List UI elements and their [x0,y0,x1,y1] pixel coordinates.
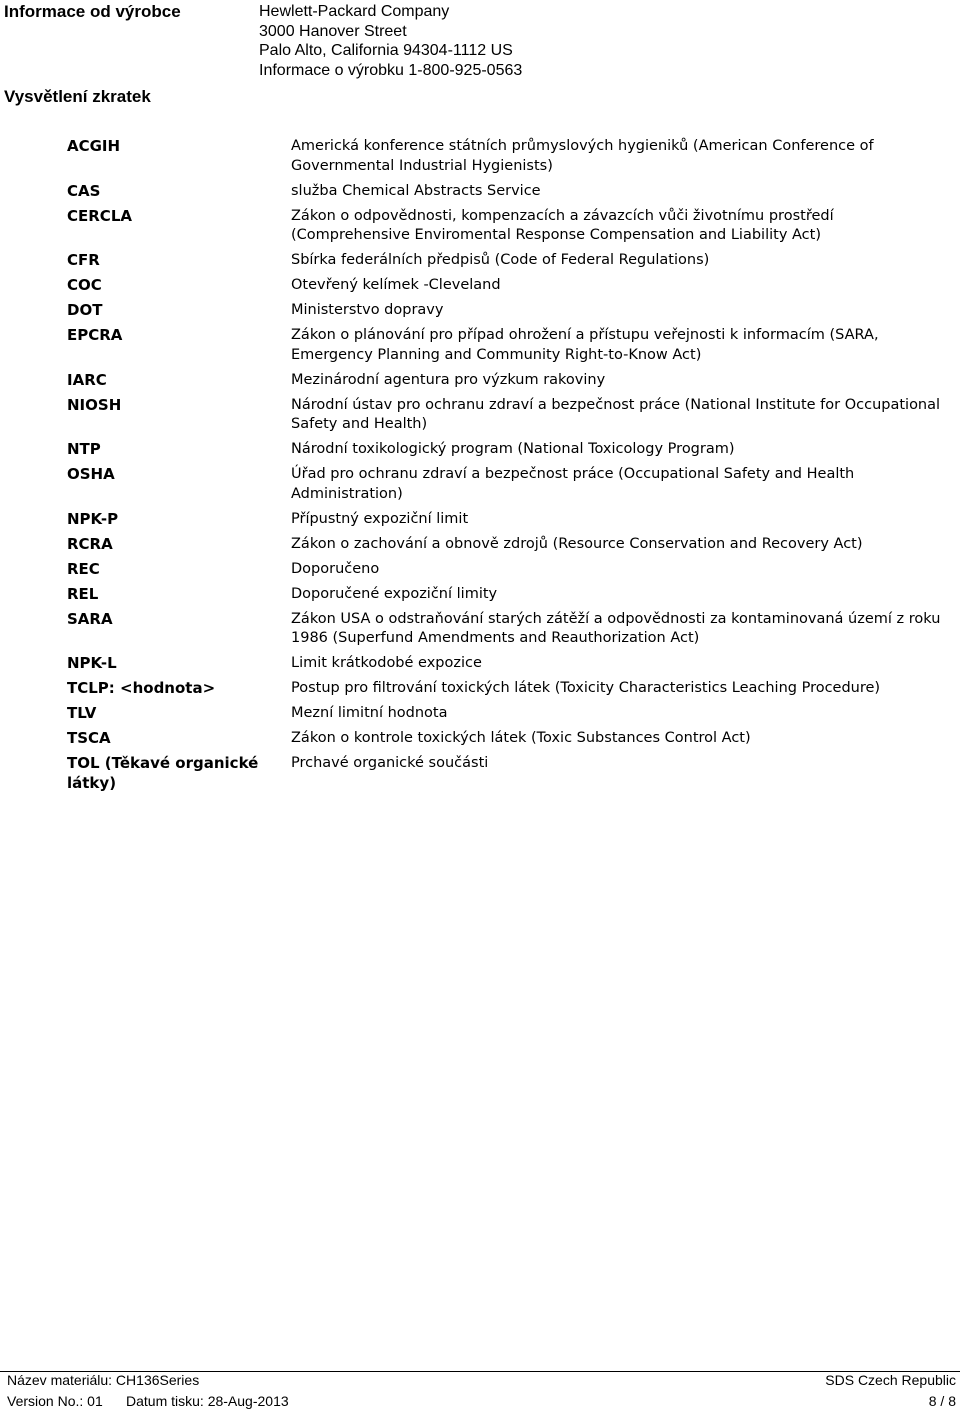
abbreviation-code: DOT [67,301,103,319]
abbreviation-row [67,585,947,605]
abbreviation-description: Doporučeno [291,560,380,577]
abbreviation-code: ACGIH [67,137,121,155]
abbreviation-description: Postup pro filtrování toxických látek (Toxicity Characteristics Leaching Procedure) [291,680,881,696]
abbreviation-row [67,207,947,246]
abbreviation-description: Přípustný expoziční limit [291,510,469,527]
manufacturer-city: Palo Alto, California 94304-1112 US [259,42,513,59]
abbreviation-row [67,729,947,749]
footer-version: Version No.: 01 [7,1393,103,1409]
abbreviation-code: OSHA [67,465,115,483]
abbreviation-code: TSCA [67,729,111,747]
manufacturer-heading: Informace od výrobce [4,2,181,21]
abbreviation-row [67,535,947,555]
abbreviation-description: Mezní limitní hodnota [291,705,448,721]
footer-page-number: 8 / 8 [928,1393,956,1409]
abbreviation-row [67,301,947,321]
abbreviation-row [67,465,947,504]
abbreviation-code: SARA [67,609,113,628]
manufacturer-phone: Informace o výrobku 1-800-925-0563 [259,61,523,79]
abbreviation-description: Zákon o zachování a obnově zdrojů (Resource Conservation and Recovery Act) [291,535,863,552]
abbreviation-row [67,560,947,580]
abbreviation-description: Zákon o odpovědnosti, kompenzacích a závazcích vůči životnímu prostředí (Comprehensive Enviromental Response Compensation and Liability Act) [291,207,834,243]
abbreviation-code: NPK-L [67,654,117,672]
abbreviation-description: Ministerstvo dopravy [291,302,444,318]
abbreviation-code: CERCLA [67,206,132,225]
abbreviation-description: Zákon o kontrole toxických látek (Toxic Substances Control Act) [291,730,751,746]
abbreviation-code: NTP [67,440,101,458]
abbreviation-row [67,276,947,296]
abbreviation-row [67,371,947,391]
abbreviation-row [67,510,947,530]
abbreviation-row [67,654,947,674]
abbreviation-description: Americká konference státních průmyslových hygieniků (American Conference of Governmental Industrial Hygienists) [291,138,874,174]
abbreviation-row [67,679,947,699]
abbreviation-description: Sbírka federálních předpisů (Code of Federal Regulations) [291,252,710,268]
footer-sds-region: SDS Czech Republic [825,1372,956,1388]
abbreviation-code: NPK-P [67,509,119,528]
abbreviation-row [67,326,947,365]
abbreviation-description: Zákon USA o odstraňování starých zátěží a odpovědnosti za kontaminovaná území z roku 1986 (Superfund Amendments and Reauthorization Act) [291,610,941,646]
abbreviation-code: TOL (Těkavé organické látky) [67,754,259,792]
abbreviation-description: Úřad pro ochranu zdraví a bezpečnost práce (Occupational Safety and Health Administration) [291,466,855,502]
abbreviation-description: Limit krátkodobé expozice [291,655,482,671]
abbreviation-code: EPCRA [67,326,123,344]
abbreviation-description: Zákon o plánování pro případ ohrožení a přístupu veřejnosti k informacím (SARA, Emergency Planning and Community Right-to-Know Act) [291,327,879,363]
abbreviation-row [67,251,947,271]
manufacturer-address [259,2,522,80]
abbreviation-code: TCLP: <hodnota> [67,679,216,697]
abbreviation-description: Prchavé organické součásti [291,755,489,771]
abbreviation-code: REC [67,559,100,578]
abbreviation-code: COC [67,276,102,294]
abbreviations-heading: Vysvětlení zkratek [4,87,151,106]
abbreviation-row [67,754,947,793]
abbreviation-code: CAS [67,181,101,200]
footer-material-name: Název materiálu: CH136Series [7,1372,200,1388]
manufacturer-street: 3000 Hanover Street [259,22,407,40]
abbreviation-description: Národní toxikologický program (National Toxicology Program) [291,441,735,457]
abbreviation-row [67,610,947,649]
abbreviation-row [67,137,947,176]
abbreviation-code: TLV [67,704,97,722]
abbreviation-code: NIOSH [67,395,122,414]
abbreviation-code: REL [67,584,99,603]
abbreviation-description: Národní ústav pro ochranu zdraví a bezpečnost práce (National Institute for Occupational Safety and Health) [291,396,941,432]
abbreviations-table [67,137,947,799]
abbreviation-code: IARC [67,370,107,389]
abbreviation-code: CFR [67,251,100,269]
abbreviation-row [67,182,947,202]
abbreviation-description: Otevřený kelímek -Cleveland [291,277,501,293]
footer-print-date: Datum tisku: 28-Aug-2013 [126,1393,289,1409]
abbreviation-description: Doporučené expoziční limity [291,585,498,602]
abbreviation-row [67,440,947,460]
abbreviation-row [67,396,947,435]
abbreviation-code: RCRA [67,534,113,553]
manufacturer-company: Hewlett-Packard Company [259,3,450,20]
abbreviation-row [67,704,947,724]
abbreviation-description: služba Chemical Abstracts Service [291,182,541,199]
abbreviation-description: Mezinárodní agentura pro výzkum rakoviny [291,371,606,388]
